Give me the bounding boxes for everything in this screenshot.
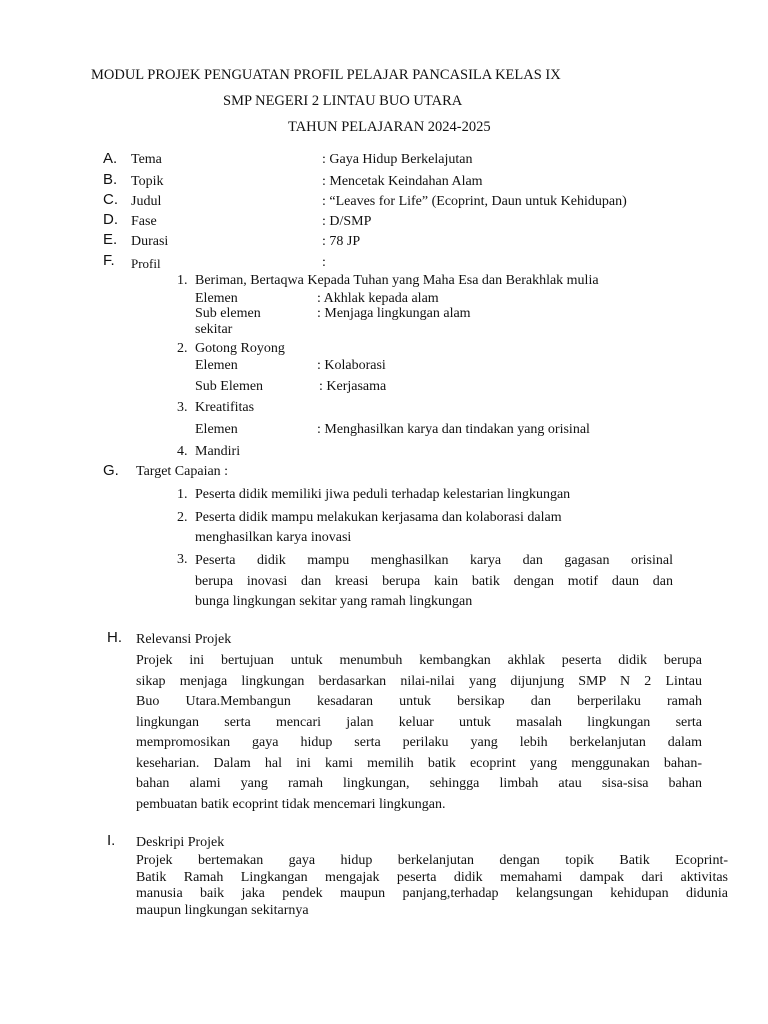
sub-elemen-continued: sekitar xyxy=(195,322,233,337)
list-number: 3. xyxy=(177,552,188,567)
field-value-fase: : D/SMP xyxy=(322,214,372,229)
field-label-topik: Topik xyxy=(131,174,164,189)
target-item-line: Peserta didik memiliki jiwa peduli terhadap kelestarian lingkungan xyxy=(195,487,571,502)
section-letter: G. xyxy=(103,462,119,479)
target-item-line: Peserta didik mampu melakukan kerjasama dan kolaborasi dalam xyxy=(195,510,562,525)
paragraph-line: pembuatan batik ecoprint tidak mencemari lingkungan. xyxy=(136,796,446,812)
deskripsi-paragraph xyxy=(136,853,728,919)
elemen-value: : Akhlak kepada alam xyxy=(317,291,439,306)
elemen-value: : Menghasilkan karya dan tindakan yang orisinal xyxy=(317,422,590,437)
doc-title-line3: TAHUN PELAJARAN 2024-2025 xyxy=(288,119,491,135)
list-number: 4. xyxy=(177,444,188,459)
target-item-line-3: bunga lingkungan sekitar yang ramah lingkungan xyxy=(195,594,473,609)
profil-title: Gotong Royong xyxy=(195,341,285,356)
field-letter: E. xyxy=(103,231,118,248)
field-value-profil: : xyxy=(322,255,326,270)
field-value-judul: : “Leaves for Life” (Ecoprint, Daun untuk Kehidupan) xyxy=(322,194,627,209)
paragraph-line: Projek ini bertujuan untuk menumbuh kembangkan akhlak peserta didik berupa xyxy=(136,653,702,668)
section-letter: I. xyxy=(107,832,116,849)
paragraph-line: maupun lingkungan sekitarnya xyxy=(136,902,309,918)
paragraph-line: Batik Ramah Lingkangan mengajak peserta didik memahami dampak dari aktivitas xyxy=(136,869,728,885)
field-label-profil: Profil xyxy=(131,256,161,271)
sub-elemen-value: : Menjaga lingkungan alam xyxy=(317,306,471,321)
paragraph-line: Buo Utara.Membangun kesadaran untuk bersikap dan berperilaku ramah xyxy=(136,694,702,709)
paragraph-line: keseharian. Dalam hal ini kami memilih batik ecoprint yang menggunakan bahan- xyxy=(136,755,702,771)
list-number: 1. xyxy=(177,487,188,502)
paragraph-line: lingkungan serta mencari jalan keluar untuk masalah lingkungan serta xyxy=(136,714,702,730)
elemen-value: : Kolaborasi xyxy=(317,358,386,373)
elemen-label: Elemen xyxy=(195,291,238,306)
sub-elemen-label: Sub Elemen xyxy=(195,379,264,394)
elemen-label: Elemen xyxy=(195,358,238,373)
list-number: 2. xyxy=(177,510,188,525)
target-item-line xyxy=(195,551,673,613)
target-item-line-1: Peserta didik mampu menghasilkan karya dan gagasan orisinal xyxy=(195,553,673,568)
doc-title-line2: SMP NEGERI 2 LINTAU BUO UTARA xyxy=(223,93,463,109)
section-heading: Deskripi Projek xyxy=(136,835,225,850)
field-letter: B. xyxy=(103,171,118,188)
field-letter: F. xyxy=(103,252,115,269)
field-label-tema: Tema xyxy=(131,152,162,167)
list-number: 3. xyxy=(177,400,188,415)
section-letter: H. xyxy=(107,629,122,646)
field-label-judul: Judul xyxy=(131,194,162,209)
paragraph-line: mempromosikan gaya hidup serta perilaku yang lebih berkelanjutan dalam xyxy=(136,735,702,750)
doc-title-line1: MODUL PROJEK PENGUATAN PROFIL PELAJAR PANCASILA KELAS IX xyxy=(91,67,561,83)
elemen-label: Elemen xyxy=(195,422,238,437)
field-value-durasi: : 78 JP xyxy=(322,234,361,249)
profil-title: Beriman, Bertaqwa Kepada Tuhan yang Maha Esa dan Berakhlak mulia xyxy=(195,273,599,288)
list-number: 2. xyxy=(177,341,188,356)
profil-title: Mandiri xyxy=(195,444,241,459)
profil-title: Kreatifitas xyxy=(195,400,255,415)
list-number: 1. xyxy=(177,273,188,288)
field-letter: A. xyxy=(103,150,118,167)
section-heading: Relevansi Projek xyxy=(136,632,232,647)
section-heading: Target Capaian : xyxy=(136,464,229,479)
field-label-durasi: Durasi xyxy=(131,234,169,249)
paragraph-line: manusia baik jaka pendek maupun panjang,terhadap kelangsungan kehidupan didunia xyxy=(136,886,728,901)
field-label-fase: Fase xyxy=(131,214,157,229)
field-letter: C. xyxy=(103,191,118,208)
field-letter: D. xyxy=(103,211,118,228)
target-item-line-2: berupa inovasi dan kreasi berupa kain batik dengan motif daun dan xyxy=(195,573,673,589)
paragraph-line: Projek bertemakan gaya hidup berkelanjutan dengan topik Batik Ecoprint- xyxy=(136,853,728,868)
paragraph-line: bahan alami yang ramah lingkungan, sehingga limbah atau sisa-sisa bahan xyxy=(136,776,702,791)
target-item-line: menghasilkan karya inovasi xyxy=(195,530,352,545)
relevansi-paragraph xyxy=(136,651,702,815)
sub-elemen-label: Sub elemen xyxy=(195,306,261,321)
field-value-topik: : Mencetak Keindahan Alam xyxy=(322,174,483,189)
paragraph-line: sikap menjaga lingkungan berdasarkan nilai-nilai yang dijunjung SMP N 2 Lintau xyxy=(136,673,702,689)
sub-elemen-value: : Kerjasama xyxy=(319,379,387,394)
field-value-tema: : Gaya Hidup Berkelajutan xyxy=(322,152,473,167)
